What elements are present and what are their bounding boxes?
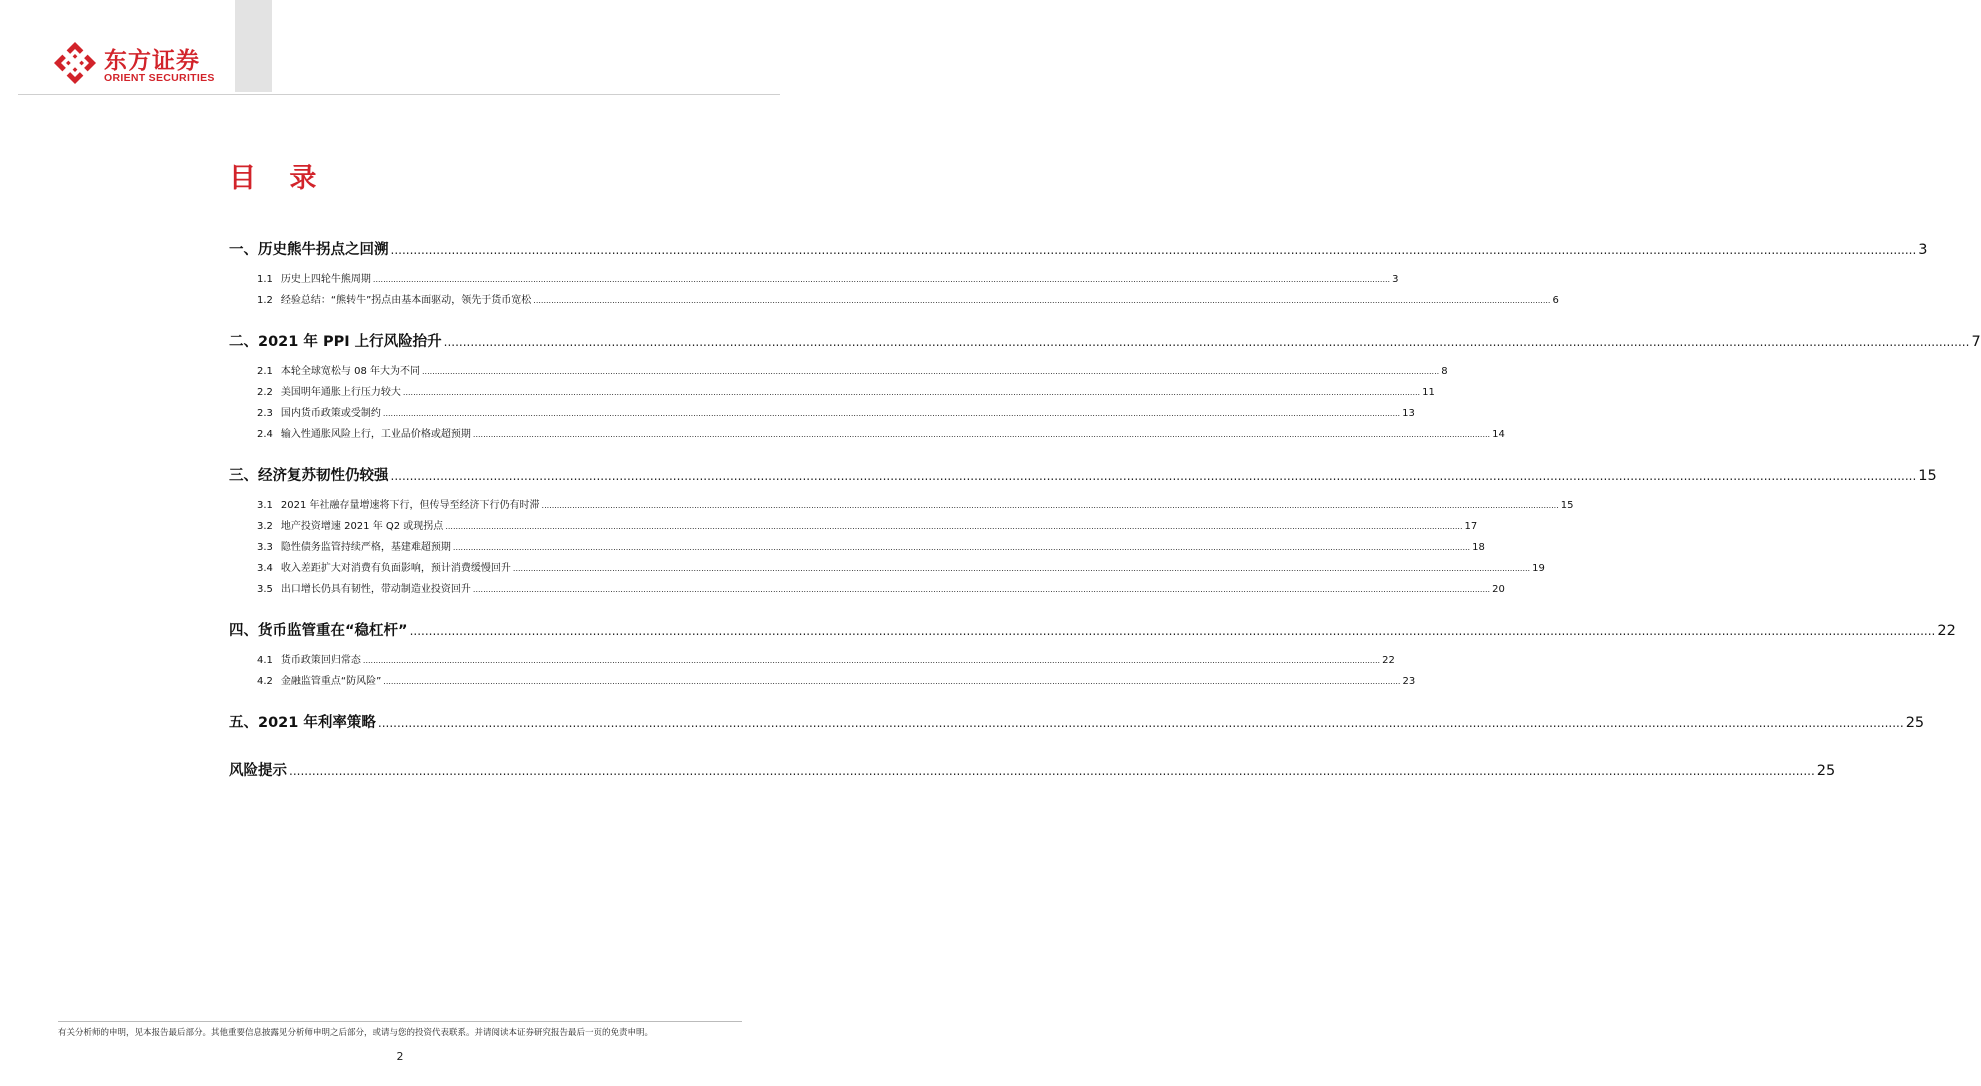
toc-entry-number: 3.2	[257, 521, 273, 532]
toc-entry-label: 出口增长仍具有韧性，带动制造业投资回升	[280, 584, 471, 595]
toc-leader-dots: ................................................................................................................................................................................................................................................................................................................................................................................................................	[472, 430, 1491, 439]
toc-section-entry[interactable]	[229, 759, 1836, 780]
toc-entry-page: 20	[1492, 584, 1505, 595]
toc-entry-text	[257, 383, 401, 398]
toc-leader-dots: ................................................................................................................................................................................................................................................................................................................................................................................................................	[541, 501, 1559, 510]
footer-divider	[58, 1021, 742, 1022]
toc-subsection-entry[interactable]	[257, 517, 1478, 532]
toc-section-entry[interactable]	[229, 711, 1925, 732]
toc-entry-label: 历史上四轮牛熊周期	[280, 274, 371, 285]
toc-entry-text	[257, 404, 381, 419]
footer-disclaimer: 有关分析师的申明，见本报告最后部分。其他重要信息披露见分析师申明之后部分，或请与您的投资代表联系。并请阅读本证券研究报告最后一页的免责申明。	[58, 1028, 654, 1038]
toc-entry-number: 4.1	[257, 655, 273, 666]
toc-entry-page: 18	[1472, 542, 1485, 553]
toc-entry-text	[257, 362, 420, 377]
toc-entry-text	[257, 580, 471, 595]
toc-entry-page: 15	[1918, 468, 1937, 484]
toc-entry-label: 美国明年通胀上行压力较大	[280, 387, 401, 398]
toc-leader-dots: ................................................................................................................................................................................................................................................................................................................................................................................................................	[409, 624, 1936, 638]
toc-leader-dots: ................................................................................................................................................................................................................................................................................................................................................................................................................	[390, 469, 1917, 483]
toc-subsection-entry[interactable]	[257, 496, 1574, 511]
toc-entry-page: 25	[1816, 763, 1836, 779]
toc-entry-page: 19	[1532, 563, 1545, 574]
toc-leader-dots: ................................................................................................................................................................................................................................................................................................................................................................................................................	[443, 335, 1970, 349]
toc-entry-number: 3.1	[257, 500, 273, 511]
toc-entry-number: 3.3	[257, 542, 273, 553]
toc-entry-label: 隐性债务监管持续严格，基建难超预期	[280, 542, 451, 553]
orient-securities-logo-icon	[52, 40, 98, 86]
toc-entry-text	[257, 270, 371, 285]
toc-entry-label: 四、货币监管重在“稳杠杆”	[229, 623, 408, 639]
toc-entry-page: 13	[1402, 408, 1415, 419]
toc-subsection-entry[interactable]	[257, 425, 1505, 440]
toc-leader-dots: ................................................................................................................................................................................................................................................................................................................................................................................................................	[362, 656, 1381, 665]
toc-entry-number: 2.2	[257, 387, 273, 398]
toc-entry-number: 2.4	[257, 429, 273, 440]
toc-leader-dots: ................................................................................................................................................................................................................................................................................................................................................................................................................	[452, 543, 1471, 552]
toc-subsection-entry[interactable]	[257, 291, 1559, 306]
toc-entry-text	[229, 238, 389, 259]
toc-leader-dots: ................................................................................................................................................................................................................................................................................................................................................................................................................	[472, 585, 1491, 594]
toc-title: 目 录	[229, 163, 329, 194]
toc-leader-dots: ................................................................................................................................................................................................................................................................................................................................................................................................................	[382, 409, 1401, 418]
toc-entry-text	[229, 711, 376, 732]
toc-subsection-entry[interactable]	[257, 404, 1415, 419]
toc-entry-number: 1.2	[257, 295, 273, 306]
page-number: 2	[396, 1050, 404, 1063]
toc-section-entry[interactable]	[229, 330, 1981, 351]
toc-entry-text	[257, 559, 511, 574]
toc-entry-label: 货币政策回归常态	[280, 655, 361, 666]
toc-entry-page: 17	[1464, 521, 1478, 532]
logo-text-en: ORIENT SECURITIES	[104, 72, 215, 84]
toc-entry-text	[257, 517, 443, 532]
header-tab-strip	[235, 0, 272, 92]
toc-entry-page: 25	[1905, 715, 1925, 731]
toc-entry-page: 8	[1441, 366, 1448, 377]
toc-entry-text	[229, 759, 287, 780]
toc-leader-dots: ................................................................................................................................................................................................................................................................................................................................................................................................................	[372, 275, 1391, 284]
toc-entry-number: 1.1	[257, 274, 273, 285]
toc-entry-page: 7	[1971, 334, 1981, 350]
toc-leader-dots: ................................................................................................................................................................................................................................................................................................................................................................................................................	[445, 522, 1463, 531]
toc-entry-label: 五、2021 年利率策略	[229, 715, 376, 731]
toc-subsection-entry[interactable]	[257, 672, 1416, 687]
toc-leader-dots: ................................................................................................................................................................................................................................................................................................................................................................................................................	[402, 388, 1421, 397]
toc-entry-page: 22	[1937, 623, 1956, 639]
toc-leader-dots: ................................................................................................................................................................................................................................................................................................................................................................................................................	[377, 716, 1904, 730]
toc-entry-text	[229, 619, 408, 640]
toc-entry-text	[257, 291, 531, 306]
toc-entry-label: 本轮全球宽松与 08 年大为不同	[280, 366, 420, 377]
toc-entry-number: 2.1	[257, 366, 273, 377]
toc-leader-dots: ................................................................................................................................................................................................................................................................................................................................................................................................................	[390, 243, 1917, 257]
toc-subsection-entry[interactable]	[257, 362, 1448, 377]
toc-entry-page: 3	[1392, 274, 1399, 285]
toc-entry-text	[257, 496, 540, 511]
toc-entry-text	[257, 651, 361, 666]
toc-entry-label: 地产投资增速 2021 年 Q2 或现拐点	[280, 521, 444, 532]
toc-entry-page: 3	[1918, 242, 1928, 258]
toc-subsection-entry[interactable]	[257, 580, 1505, 595]
toc-section-entry[interactable]	[229, 238, 1928, 259]
toc-leader-dots: ................................................................................................................................................................................................................................................................................................................................................................................................................	[383, 677, 1401, 686]
toc-entry-number: 3.5	[257, 584, 273, 595]
toc-entry-page: 23	[1402, 676, 1416, 687]
toc-entry-page: 22	[1382, 655, 1395, 666]
toc-entry-label: 国内货币政策或受制约	[280, 408, 381, 419]
toc-entry-text	[257, 538, 451, 553]
toc-entry-label: 二、2021 年 PPI 上行风险抬升	[229, 334, 442, 350]
toc-entry-page: 11	[1422, 387, 1435, 398]
toc-leader-dots: ................................................................................................................................................................................................................................................................................................................................................................................................................	[422, 367, 1440, 376]
toc-leader-dots: ................................................................................................................................................................................................................................................................................................................................................................................................................	[512, 564, 1531, 573]
toc-leader-dots: ................................................................................................................................................................................................................................................................................................................................................................................................................	[533, 296, 1551, 305]
toc-entry-number: 4.2	[257, 676, 273, 687]
toc-entry-label: 一、历史熊牛拐点之回溯	[229, 242, 389, 258]
toc-subsection-entry[interactable]	[257, 651, 1395, 666]
toc-entry-number: 2.3	[257, 408, 273, 419]
header-divider	[18, 94, 780, 95]
toc-entry-label: 2021 年社融存量增速将下行，但传导至经济下行仍有时滞	[280, 500, 540, 511]
logo-text-cn: 东方证券	[104, 48, 200, 74]
toc-entry-label: 经验总结：“熊转牛”拐点由基本面驱动，领先于货币宽松	[280, 295, 532, 306]
toc-entry-text	[257, 672, 381, 687]
toc-entry-label: 三、经济复苏韧性仍较强	[229, 468, 389, 484]
toc-entry-label: 输入性通胀风险上行，工业品价格或超预期	[280, 429, 471, 440]
toc-entry-text	[229, 330, 442, 351]
toc-subsection-entry[interactable]	[257, 383, 1435, 398]
toc-entry-label: 收入差距扩大对消费有负面影响，预计消费缓慢回升	[280, 563, 511, 574]
toc-entry-number: 3.4	[257, 563, 273, 574]
logo	[52, 40, 232, 90]
toc-entry-text	[229, 464, 389, 485]
toc-subsection-entry[interactable]	[257, 559, 1545, 574]
toc-entry-page: 15	[1560, 500, 1574, 511]
toc-subsection-entry[interactable]	[257, 270, 1399, 285]
toc-entry-label: 风险提示	[229, 763, 287, 779]
toc-subsection-entry[interactable]	[257, 538, 1485, 553]
toc-entry-label: 金融监管重点“防风险”	[280, 676, 382, 687]
toc-leader-dots: ................................................................................................................................................................................................................................................................................................................................................................................................................	[289, 764, 1815, 778]
toc-entry-page: 6	[1552, 295, 1559, 306]
toc-section-entry[interactable]	[229, 619, 1956, 640]
toc-section-entry[interactable]	[229, 464, 1937, 485]
toc-entry-page: 14	[1492, 429, 1505, 440]
toc-entry-text	[257, 425, 471, 440]
